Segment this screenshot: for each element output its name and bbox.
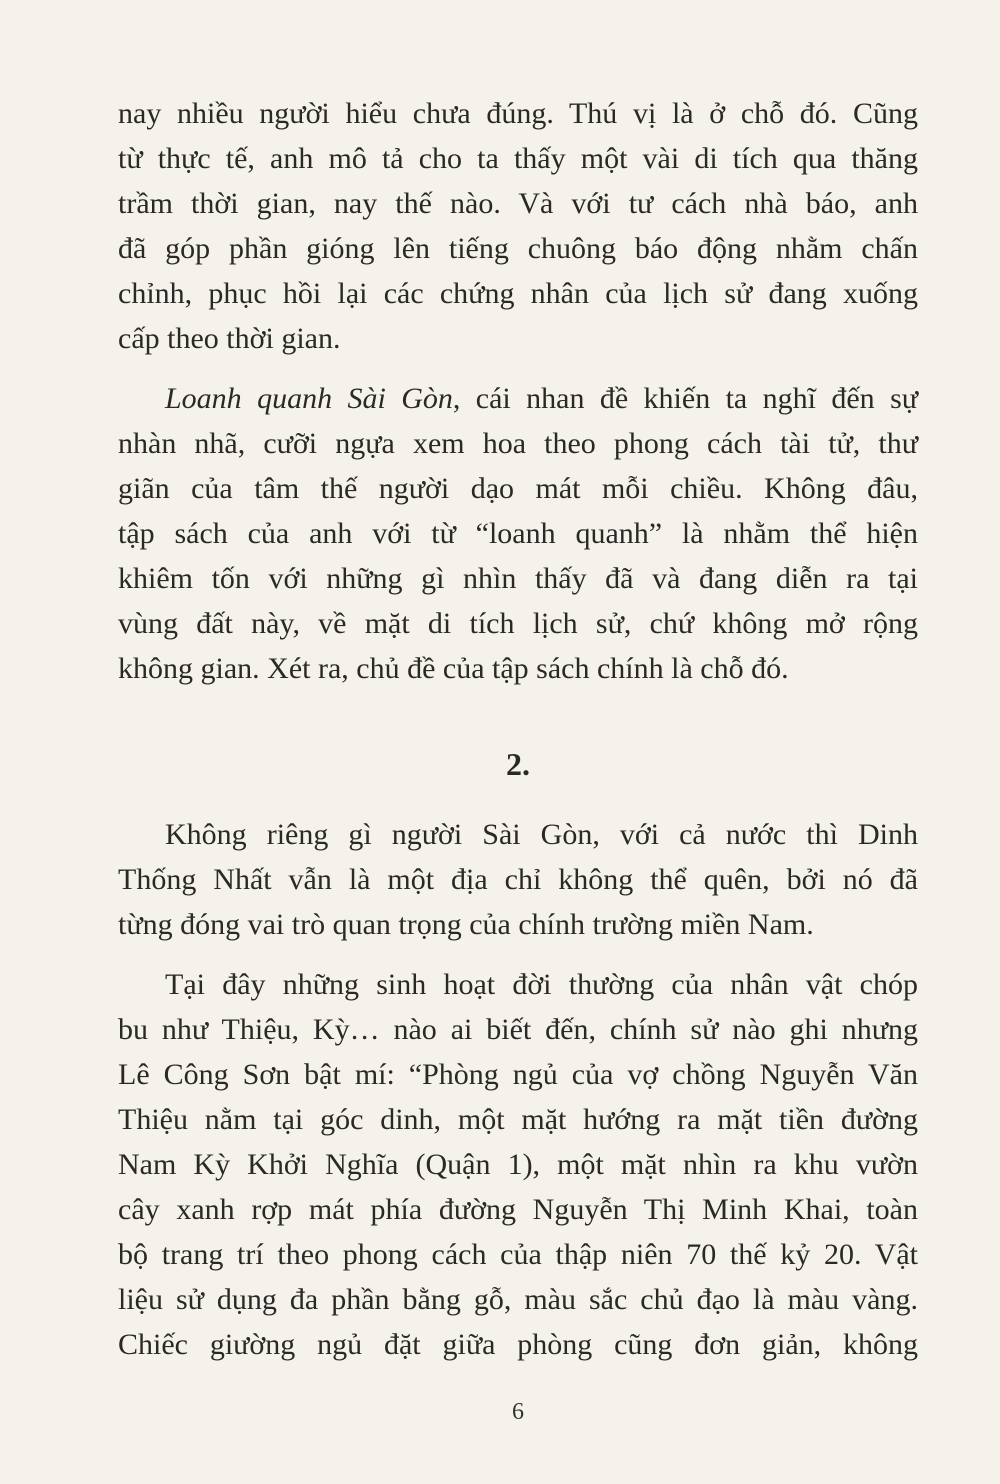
book-title-italic: Loanh quanh Sài Gòn	[165, 382, 453, 415]
text-line: liệu sử dụng đa phần bằng gỗ, màu sắc chủ đạo là màu vàng.	[118, 1283, 918, 1316]
page-number: 6	[512, 1399, 524, 1425]
text-line: từ thực tế, anh mô tả cho ta thấy một vài di tích qua thăng	[118, 142, 918, 175]
text-line: nhàn nhã, cưỡi ngựa xem hoa theo phong cách tài tử, thư	[118, 427, 918, 460]
paragraph	[118, 376, 918, 691]
text-line: Lê Công Sơn bật mí: “Phòng ngủ của vợ chồng Nguyễn Văn	[118, 1058, 918, 1091]
text-line: Không riêng gì người Sài Gòn, với cả nước thì Dinh	[165, 818, 918, 851]
text-line: vùng đất này, về mặt di tích lịch sử, chứ không mở rộng	[118, 607, 918, 640]
text-line	[118, 376, 918, 421]
text-line: Tại đây những sinh hoạt đời thường của nhân vật chóp	[165, 968, 918, 1001]
text-line: giãn của tâm thế người dạo mát mỗi chiều. Không đâu,	[118, 472, 918, 505]
text-line: trầm thời gian, nay thế nào. Và với tư cách nhà báo, anh	[118, 187, 918, 220]
text-segment: , cái nhan đề khiến ta nghĩ đến sự	[452, 382, 919, 415]
paragraph	[118, 812, 918, 947]
text-line: bu như Thiệu, Kỳ… nào ai biết đến, chính sử nào ghi nhưng	[118, 1013, 918, 1046]
text-line: Thống Nhất vẫn là một địa chỉ không thể quên, bởi nó đã	[118, 863, 918, 896]
text-line: nay nhiều người hiểu chưa đúng. Thú vị là ở chỗ đó. Cũng	[118, 97, 918, 130]
text-column	[118, 91, 918, 1367]
text-line: Thiệu nằm tại góc dinh, một mặt hướng ra mặt tiền đường	[118, 1103, 918, 1136]
paragraph	[118, 91, 918, 361]
text-line: không gian. Xét ra, chủ đề của tập sách chính là chỗ đó.	[118, 652, 789, 685]
text-line: cấp theo thời gian.	[118, 322, 341, 355]
text-line: cây xanh rợp mát phía đường Nguyễn Thị Minh Khai, toàn	[118, 1193, 918, 1226]
text-line: tập sách của anh với từ “loanh quanh” là nhằm thể hiện	[118, 517, 918, 550]
text-line: khiêm tốn với những gì nhìn thấy đã và đang diễn ra tại	[118, 562, 918, 595]
paragraph	[118, 962, 918, 1367]
text-line: Chiếc giường ngủ đặt giữa phòng cũng đơn giản, không	[118, 1328, 918, 1361]
text-line: đã góp phần gióng lên tiếng chuông báo động nhằm chấn	[118, 232, 918, 265]
text-line: chỉnh, phục hồi lại các chứng nhân của lịch sử đang xuống	[118, 277, 918, 310]
section-heading: 2.	[506, 746, 530, 782]
text-line: bộ trang trí theo phong cách của thập niên 70 thế kỷ 20. Vật	[118, 1238, 918, 1271]
text-line: từng đóng vai trò quan trọng của chính trường miền Nam.	[118, 908, 814, 941]
text-line: Nam Kỳ Khởi Nghĩa (Quận 1), một mặt nhìn ra khu vườn	[118, 1148, 918, 1181]
